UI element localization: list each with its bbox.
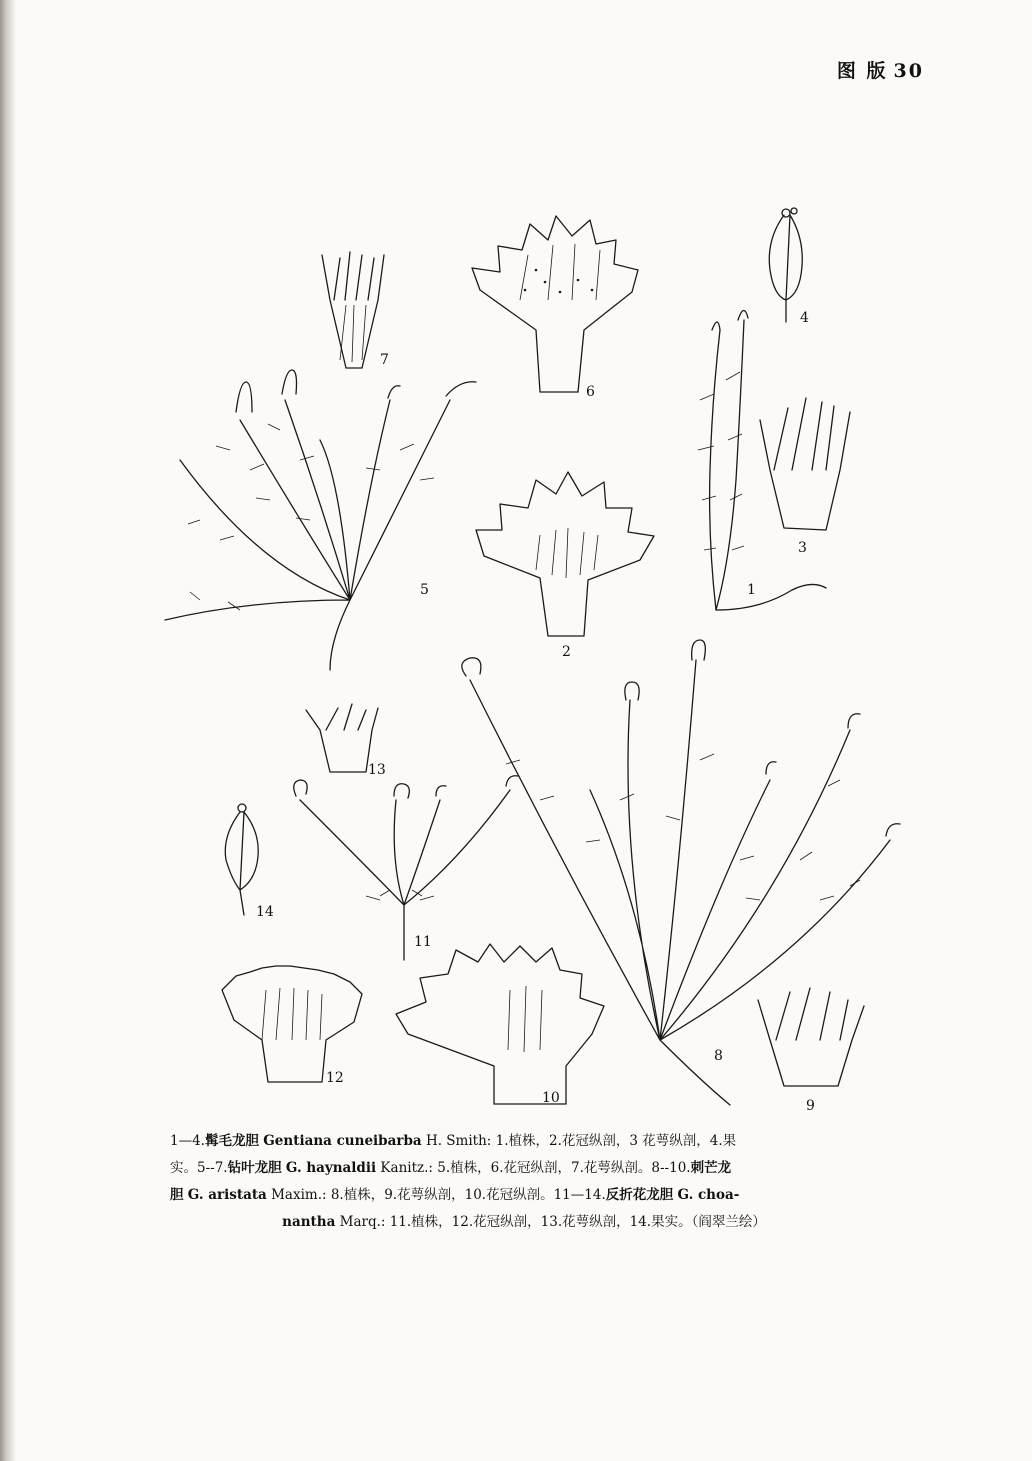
caption-line-1 (170, 1128, 878, 1155)
plate-caption (170, 1128, 878, 1236)
figure-4-fruit (769, 208, 802, 322)
figure-number-5: 5 (420, 582, 429, 598)
plate-label-text: 图 版 (836, 60, 888, 82)
figure-number-9: 9 (806, 1098, 815, 1114)
species-name-cn: 刺芒龙 (690, 1160, 732, 1176)
plate-number: 30 (893, 60, 924, 82)
caption-text: Kanitz.: 5.植株，6.花冠纵剖，7.花萼纵剖。8--10. (376, 1160, 691, 1176)
species-name-cn: 反折花龙胆 (605, 1187, 674, 1203)
figure-number-12: 12 (326, 1070, 344, 1086)
species-name-latin: G. haynaldii (285, 1160, 377, 1176)
species-name-cn: 髯毛龙胆 (204, 1133, 259, 1149)
figure-3-calyx (760, 398, 850, 530)
figure-number-6: 6 (586, 384, 595, 400)
figure-7-calyx (322, 252, 384, 368)
figure-8-plant (462, 640, 900, 1105)
figure-5-plant (165, 370, 476, 670)
species-name-latin: G. choa- (677, 1187, 740, 1203)
figure-2-corolla (476, 472, 654, 636)
figure-number-1: 1 (747, 582, 756, 598)
figure-number-13: 13 (368, 762, 386, 778)
species-name-latin: G. aristata (187, 1187, 267, 1203)
figure-number-10: 10 (542, 1090, 560, 1106)
caption-text: 实。5--7. (170, 1160, 228, 1176)
figure-number-3: 3 (798, 540, 807, 556)
caption-line-2 (170, 1155, 878, 1182)
species-name-cn: 钻叶龙胆 (227, 1160, 282, 1176)
figure-number-2: 2 (562, 644, 571, 660)
figure-9-calyx (758, 988, 864, 1086)
species-name-latin: Gentiana cuneibarba (263, 1133, 422, 1149)
figure-12-corolla (222, 966, 362, 1082)
caption-range: 1—4. (170, 1133, 205, 1149)
figure-6-corolla (472, 216, 638, 392)
species-name-cn: 胆 (170, 1187, 184, 1203)
figure-1-plant (698, 310, 826, 610)
caption-text: H. Smith: 1.植株，2.花冠纵剖，3 花萼纵剖，4.果 (421, 1133, 737, 1149)
species-name-latin: nantha (282, 1214, 336, 1230)
figure-10-corolla (396, 944, 604, 1104)
figure-number-14: 14 (256, 904, 274, 920)
caption-line-3 (170, 1182, 878, 1209)
caption-text: Maxim.: 8.植株，9.花萼纵剖，10.花冠纵剖。11—14. (266, 1187, 606, 1203)
figure-11-plant (294, 776, 518, 960)
figure-number-7: 7 (380, 352, 389, 368)
figure-number-4: 4 (800, 310, 809, 326)
figure-number-11: 11 (414, 934, 432, 950)
caption-line-4 (170, 1209, 878, 1236)
figure-14-fruit (225, 804, 258, 915)
caption-text: Marq.: 11.植株，12.花冠纵剖，13.花萼纵剖，14.果实。（阎翠兰绘） (335, 1214, 766, 1230)
figure-number-8: 8 (714, 1048, 723, 1064)
